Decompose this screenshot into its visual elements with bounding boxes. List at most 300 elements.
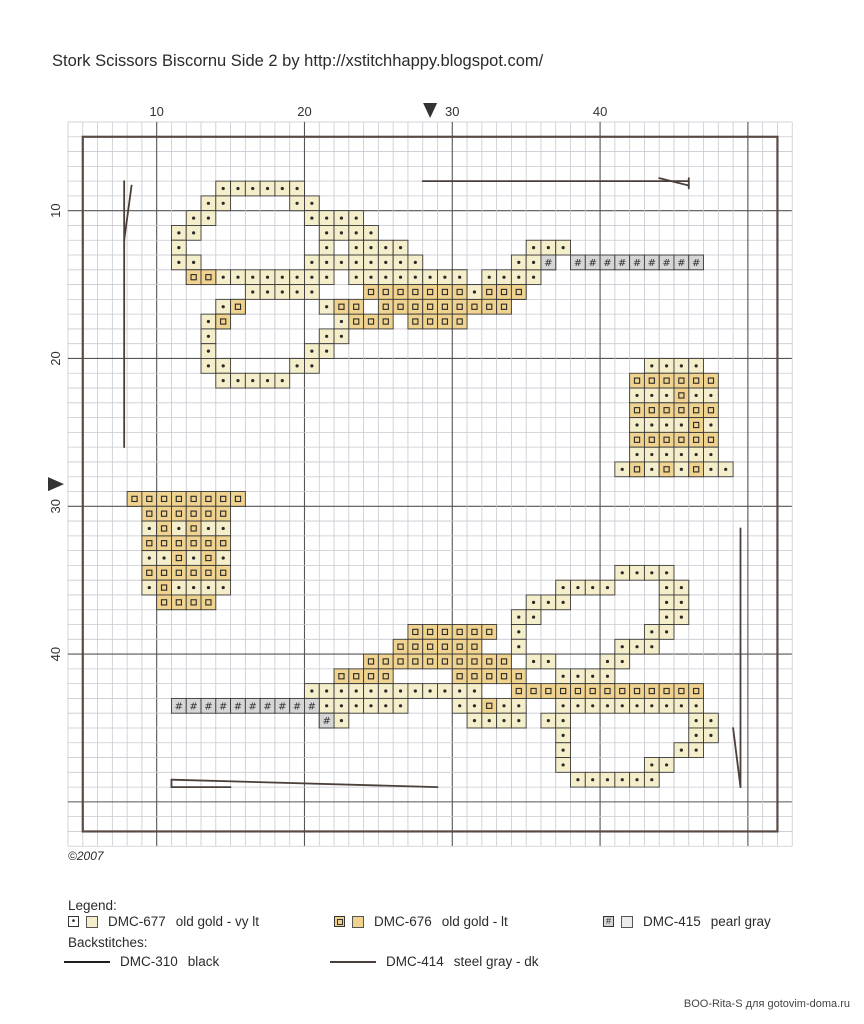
stitch-dot <box>186 211 201 226</box>
stitch-dot <box>526 654 541 669</box>
stitch-hash <box>171 698 186 713</box>
stitch-square <box>364 285 379 300</box>
stitch-dot <box>689 698 704 713</box>
stitch-square <box>689 418 704 433</box>
stitch-dot <box>644 772 659 787</box>
stitch-dot <box>452 684 467 699</box>
stitch-dot <box>171 240 186 255</box>
stitch-dot <box>615 639 630 654</box>
stitch-dot <box>438 270 453 285</box>
stitch-dot <box>393 698 408 713</box>
stitch-square <box>452 654 467 669</box>
svg-text:#: # <box>647 257 657 269</box>
stitch-dot <box>216 181 231 196</box>
stitch-dot <box>319 329 334 344</box>
stitch-square <box>571 684 586 699</box>
stitch-dot <box>571 580 586 595</box>
stitch-hash <box>659 255 674 270</box>
stitch-dot <box>245 181 260 196</box>
stitch-square <box>630 373 645 388</box>
stitch-hash <box>319 713 334 728</box>
stitch-dot <box>541 654 556 669</box>
stitch-square <box>482 625 497 640</box>
stitch-square <box>186 521 201 536</box>
stitch-dot <box>659 625 674 640</box>
stitch-square <box>186 270 201 285</box>
stitch-square <box>659 462 674 477</box>
stitch-square <box>689 403 704 418</box>
stitch-hash <box>600 255 615 270</box>
stitch-dot <box>452 270 467 285</box>
stitch-square <box>231 492 246 507</box>
stitch-hash <box>541 255 556 270</box>
stitch-dot <box>275 373 290 388</box>
stitch-dot <box>349 225 364 240</box>
stitch-square <box>704 373 719 388</box>
svg-text:#: # <box>189 701 198 713</box>
stitch-dot <box>304 344 319 359</box>
stitch-dot <box>201 521 216 536</box>
stitch-square <box>467 639 482 654</box>
stitch-dot <box>319 684 334 699</box>
legend-item-dmc-414 <box>330 954 539 969</box>
copyright-note: ©2007 <box>68 849 104 863</box>
axis-label-left: 30 <box>48 499 63 514</box>
stitch-square <box>630 684 645 699</box>
axis-label-top: 30 <box>445 104 460 119</box>
stitch-dot <box>689 358 704 373</box>
stitch-dot <box>674 698 689 713</box>
stitch-dot <box>201 329 216 344</box>
stitch-dot <box>142 521 157 536</box>
stitch-hash <box>186 698 201 713</box>
dot-symbol-icon: • <box>68 916 79 927</box>
stitch-dot <box>245 373 260 388</box>
stitch-dot <box>556 758 571 773</box>
stitch-hash <box>630 255 645 270</box>
stitch-dot <box>511 698 526 713</box>
stitch-dot <box>364 255 379 270</box>
svg-text:#: # <box>588 257 597 269</box>
stitch-square <box>497 299 512 314</box>
stitch-dot <box>511 270 526 285</box>
stitch-dot <box>704 713 719 728</box>
stitch-dot <box>511 625 526 640</box>
stitch-square <box>438 625 453 640</box>
stitch-dot <box>689 743 704 758</box>
stitch-dot <box>201 344 216 359</box>
stitch-square <box>482 285 497 300</box>
stitch-dot <box>497 713 512 728</box>
stitch-dot <box>689 713 704 728</box>
stitch-dot <box>216 270 231 285</box>
needle-left-eye <box>124 186 131 241</box>
stitch-dot <box>644 358 659 373</box>
backstitch-line-icon <box>64 961 110 963</box>
stitch-dot <box>334 713 349 728</box>
swatch-icon <box>621 916 633 928</box>
stitch-square <box>142 506 157 521</box>
axis-label-top: 10 <box>149 104 164 119</box>
stitch-dot <box>511 610 526 625</box>
stitch-square <box>689 373 704 388</box>
stitch-square <box>674 388 689 403</box>
stitch-square <box>689 684 704 699</box>
stitch-square <box>408 654 423 669</box>
stitch-square <box>511 684 526 699</box>
stitch-square <box>630 403 645 418</box>
stitch-square <box>334 299 349 314</box>
stitch-dot <box>644 388 659 403</box>
stitch-square <box>467 654 482 669</box>
center-marker-left-icon <box>48 477 64 491</box>
stitch-dot <box>334 314 349 329</box>
stitch-square <box>674 432 689 447</box>
stitch-dot <box>674 610 689 625</box>
svg-text:#: # <box>204 701 213 713</box>
stitch-square <box>364 314 379 329</box>
stitch-dot <box>630 388 645 403</box>
stitch-square <box>659 373 674 388</box>
stitch-dot <box>319 211 334 226</box>
stitch-square <box>556 684 571 699</box>
stitch-square <box>644 373 659 388</box>
stitch-square <box>674 684 689 699</box>
swatch-icon <box>86 916 98 928</box>
svg-text:#: # <box>278 701 287 713</box>
stitch-dot <box>674 580 689 595</box>
stitch-square <box>186 492 201 507</box>
legend-name: old gold - lt <box>441 914 508 929</box>
stitch-square <box>482 669 497 684</box>
stitch-dot <box>393 270 408 285</box>
stitch-square <box>201 565 216 580</box>
stitch-square <box>393 639 408 654</box>
legend-name: old gold - vy lt <box>175 914 260 929</box>
stitch-square <box>452 299 467 314</box>
legend-code: DMC-415 <box>643 914 701 929</box>
stitch-dot <box>585 698 600 713</box>
stitch-square <box>408 625 423 640</box>
stitch-square <box>482 299 497 314</box>
legend-heading: Legend: <box>68 898 117 913</box>
stitch-square <box>186 536 201 551</box>
stitch-square <box>452 625 467 640</box>
svg-text:#: # <box>677 257 686 269</box>
stitch-dot <box>704 388 719 403</box>
stitch-dot <box>674 462 689 477</box>
stitch-dot <box>231 373 246 388</box>
stitch-square <box>201 506 216 521</box>
stitch-dot <box>615 462 630 477</box>
stitch-hash <box>615 255 630 270</box>
stitch-dot <box>615 698 630 713</box>
stitch-dot <box>556 580 571 595</box>
stitch-dot <box>319 270 334 285</box>
stitch-dot <box>216 580 231 595</box>
stitch-dot <box>674 358 689 373</box>
stitch-dot <box>364 270 379 285</box>
stitch-dot <box>630 639 645 654</box>
axis-label-left: 20 <box>48 351 63 366</box>
svg-text:#: # <box>662 257 671 269</box>
stitch-square <box>423 299 438 314</box>
stitch-dot <box>186 255 201 270</box>
legend-code: DMC-310 <box>120 954 178 969</box>
stitch-square <box>467 625 482 640</box>
stitch-square <box>216 536 231 551</box>
stitch-square <box>438 285 453 300</box>
stitch-dot <box>304 196 319 211</box>
stitch-dot <box>423 684 438 699</box>
svg-text:#: # <box>632 257 642 269</box>
stitch-square <box>630 462 645 477</box>
stitch-dot <box>216 521 231 536</box>
stitch-dot <box>304 270 319 285</box>
stitch-dot <box>171 580 186 595</box>
stitch-dot <box>585 580 600 595</box>
stitch-square <box>423 285 438 300</box>
stitch-dot <box>600 580 615 595</box>
svg-text:#: # <box>292 701 302 713</box>
legend-item-dmc-415 <box>603 914 771 929</box>
svg-text:#: # <box>603 257 612 269</box>
stitch-dot <box>231 181 246 196</box>
stitch-dot <box>319 698 334 713</box>
stitch-dot <box>408 684 423 699</box>
stitch-dot <box>216 551 231 566</box>
stitch-hash <box>216 698 231 713</box>
stitch-square <box>482 654 497 669</box>
stitch-hash <box>674 255 689 270</box>
stitch-dot <box>704 728 719 743</box>
stitch-dot <box>556 669 571 684</box>
stitch-square <box>171 506 186 521</box>
stitch-dot <box>556 743 571 758</box>
stitch-dot <box>201 580 216 595</box>
stitch-dot <box>349 240 364 255</box>
stitch-square <box>157 506 172 521</box>
stitch-dot <box>349 684 364 699</box>
legend-name: pearl gray <box>710 914 771 929</box>
stitch-dot <box>659 418 674 433</box>
legend-item-dmc-310 <box>64 954 219 969</box>
stitch-square <box>201 536 216 551</box>
stitch-dot <box>378 255 393 270</box>
stitch-dot <box>290 181 305 196</box>
design-border <box>83 137 778 832</box>
stitch-dot <box>704 447 719 462</box>
stitch-dot <box>644 625 659 640</box>
legend-code: DMC-414 <box>386 954 444 969</box>
stitch-square <box>364 669 379 684</box>
stitch-dot <box>704 462 719 477</box>
stitch-square <box>438 654 453 669</box>
stitch-hash <box>571 255 586 270</box>
legend-name: steel gray - dk <box>453 954 539 969</box>
stitch-square <box>378 285 393 300</box>
stitch-dot <box>659 388 674 403</box>
stitch-square <box>689 432 704 447</box>
stitch-dot <box>216 373 231 388</box>
stitch-dot <box>630 447 645 462</box>
stitch-dot <box>497 698 512 713</box>
stitch-square <box>526 684 541 699</box>
stitch-dot <box>408 270 423 285</box>
stitch-square <box>157 521 172 536</box>
stitch-dot <box>201 358 216 373</box>
stitch-hash <box>275 698 290 713</box>
stitch-dot <box>556 240 571 255</box>
stitch-dot <box>556 698 571 713</box>
stitch-hash <box>644 255 659 270</box>
stitch-dot <box>615 565 630 580</box>
stitch-square <box>201 551 216 566</box>
stitch-dot <box>644 758 659 773</box>
stitch-square <box>393 654 408 669</box>
stitch-square <box>497 654 512 669</box>
stitch-square <box>659 684 674 699</box>
stitch-dot <box>216 358 231 373</box>
stitch-dot <box>571 698 586 713</box>
stitch-square <box>600 684 615 699</box>
stitch-dot <box>334 698 349 713</box>
svg-text:#: # <box>573 257 583 269</box>
stitch-dot <box>364 698 379 713</box>
stitch-square <box>378 654 393 669</box>
stitch-square <box>423 625 438 640</box>
stitch-square <box>408 299 423 314</box>
stitch-square <box>186 595 201 610</box>
stitch-square <box>467 299 482 314</box>
stitch-square <box>216 565 231 580</box>
stitch-dot <box>630 418 645 433</box>
stitch-dot <box>245 285 260 300</box>
stitch-square <box>334 669 349 684</box>
stitch-dot <box>541 240 556 255</box>
stitch-square <box>659 403 674 418</box>
stitch-dot <box>659 595 674 610</box>
stitch-dot <box>393 684 408 699</box>
page-title: Stork Scissors Biscornu Side 2 by http://xstitchhappy.blogspot.com/ <box>52 52 544 70</box>
stitch-dot <box>378 270 393 285</box>
legend <box>68 898 828 978</box>
stitch-dot <box>704 418 719 433</box>
svg-text:#: # <box>218 701 228 713</box>
stitch-square <box>349 669 364 684</box>
stitch-square <box>438 299 453 314</box>
stitch-dot <box>186 225 201 240</box>
stitch-dot <box>201 196 216 211</box>
stitch-square <box>467 669 482 684</box>
axis-label-top: 40 <box>592 104 608 119</box>
stitch-dot <box>511 255 526 270</box>
stitch-dot <box>482 270 497 285</box>
stitch-dot <box>319 255 334 270</box>
stitch-dot <box>644 462 659 477</box>
stitch-dot <box>349 270 364 285</box>
stitch-square <box>142 492 157 507</box>
stitch-square <box>186 506 201 521</box>
stitch-square <box>393 285 408 300</box>
stitch-square <box>452 285 467 300</box>
stitch-square <box>364 654 379 669</box>
legend-code: DMC-676 <box>374 914 432 929</box>
stitch-dot <box>526 610 541 625</box>
stitch-dot <box>304 285 319 300</box>
stitch-dot <box>142 580 157 595</box>
stitch-dot <box>171 255 186 270</box>
axis-label-left: 10 <box>48 203 63 218</box>
stitch-square <box>497 285 512 300</box>
stitch-dot <box>438 684 453 699</box>
stitch-hash <box>245 698 260 713</box>
stitch-dot <box>585 669 600 684</box>
stitch-square <box>482 698 497 713</box>
stitch-square <box>378 669 393 684</box>
stitch-dot <box>718 462 733 477</box>
stitch-square <box>349 299 364 314</box>
stitch-square <box>157 536 172 551</box>
stitch-hash <box>689 255 704 270</box>
stitch-square <box>378 299 393 314</box>
stitch-dot <box>482 713 497 728</box>
stitch-dot <box>644 639 659 654</box>
stitch-dot <box>659 565 674 580</box>
stitch-square <box>142 565 157 580</box>
stitch-dot <box>201 211 216 226</box>
stitch-dot <box>630 565 645 580</box>
stitch-square <box>674 373 689 388</box>
stitch-square <box>171 565 186 580</box>
stitch-dot <box>364 240 379 255</box>
stitch-dot <box>630 698 645 713</box>
stitch-square <box>157 565 172 580</box>
stitch-dot <box>467 684 482 699</box>
stitch-dot <box>644 447 659 462</box>
stitch-dot <box>689 447 704 462</box>
stitch-hash <box>231 698 246 713</box>
stitch-dot <box>378 698 393 713</box>
stitch-dot <box>423 270 438 285</box>
stitch-dot <box>467 285 482 300</box>
stitch-dot <box>290 270 305 285</box>
stitch-dot <box>304 211 319 226</box>
svg-text:#: # <box>544 257 553 269</box>
stitch-dot <box>600 654 615 669</box>
stitch-square <box>438 639 453 654</box>
stitch-dot <box>319 240 334 255</box>
stitch-square <box>585 684 600 699</box>
stitch-dot <box>364 684 379 699</box>
stitch-dot <box>689 728 704 743</box>
stitch-square <box>630 432 645 447</box>
stitch-dot <box>290 196 305 211</box>
stitch-dot <box>659 358 674 373</box>
stitch-square <box>201 595 216 610</box>
stitch-dot <box>659 698 674 713</box>
svg-text:#: # <box>174 701 184 713</box>
stitch-hash <box>585 255 600 270</box>
stitch-dot <box>260 270 275 285</box>
stitch-dot <box>497 270 512 285</box>
stitch-dot <box>319 344 334 359</box>
stitch-square <box>186 565 201 580</box>
svg-text:#: # <box>618 257 627 269</box>
stitch-dot <box>585 772 600 787</box>
stitch-dot <box>556 713 571 728</box>
stitch-dot <box>689 388 704 403</box>
